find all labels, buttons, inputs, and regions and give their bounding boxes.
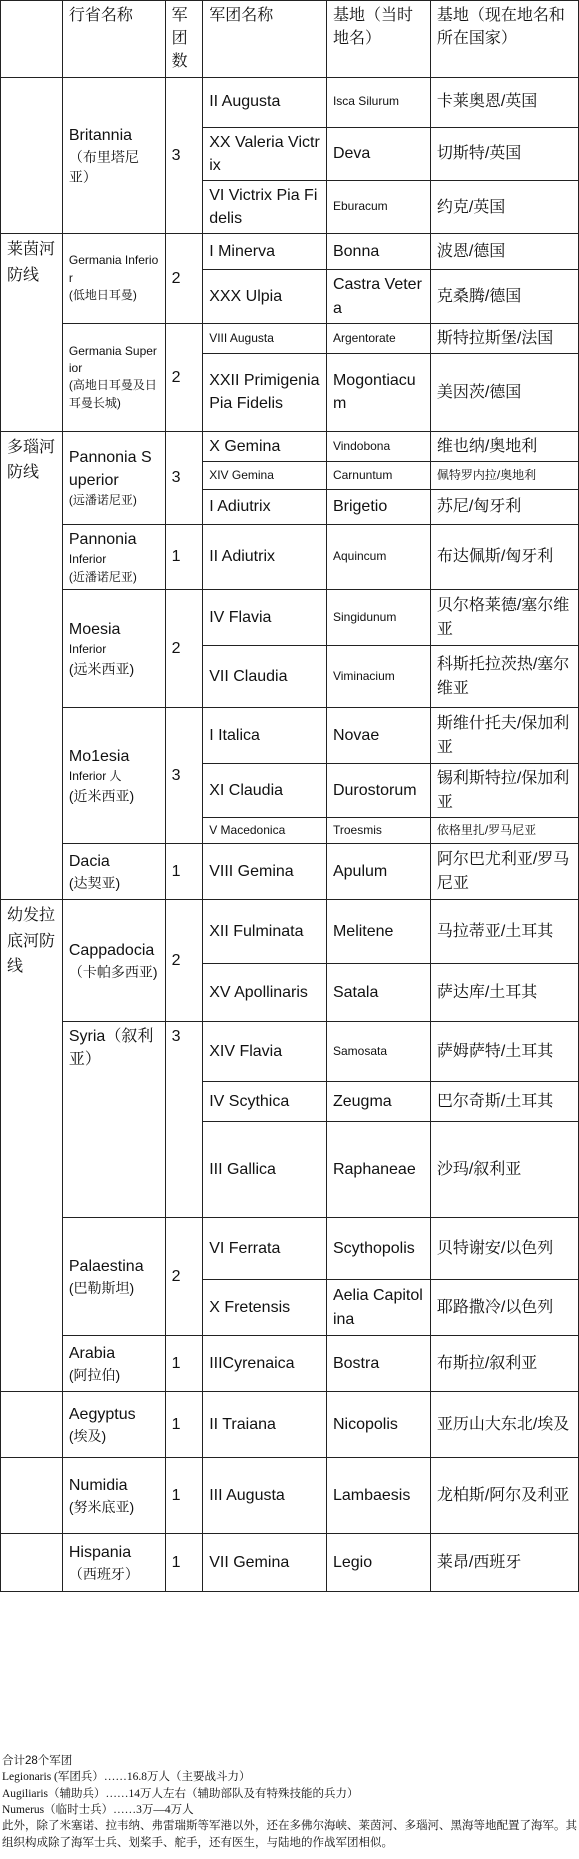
table-row xyxy=(1,1022,579,1082)
table-row xyxy=(1,431,579,461)
legion-modern: 萨姆萨特/土耳其 xyxy=(430,1022,578,1082)
table-row xyxy=(1,234,579,270)
legion-base: Melitene xyxy=(326,900,430,964)
header-base: 基地（当时地名） xyxy=(326,1,430,78)
province-cell xyxy=(62,323,165,431)
legion-count: 2 xyxy=(165,1218,203,1336)
legion-modern: 斯维什托夫/保加利亚 xyxy=(430,708,578,764)
legion-name: XI Claudia xyxy=(203,764,327,818)
legion-count: 3 xyxy=(165,431,203,524)
legion-modern: 依格里扎/罗马尼亚 xyxy=(430,818,578,844)
province-cell xyxy=(62,590,165,708)
header-row xyxy=(1,1,579,78)
legion-name: XX Valeria Victrix xyxy=(203,127,327,180)
legion-base: Argentorate xyxy=(326,323,430,353)
legion-modern: 萨达库/土耳其 xyxy=(430,964,578,1022)
legion-name: XII Fulminata xyxy=(203,900,327,964)
table-row xyxy=(1,1458,579,1534)
legion-base: Deva xyxy=(326,127,430,180)
province-chinese: （卡帕多西亚) xyxy=(68,963,158,980)
legion-base: Mogontiacum xyxy=(326,353,430,431)
legion-base: Aquincum xyxy=(326,525,430,590)
legion-name: XIV Flavia xyxy=(203,1022,327,1082)
legion-count: 1 xyxy=(165,844,203,900)
legion-name: XXX Ulpia xyxy=(203,270,327,323)
legion-name: I Adiutrix xyxy=(203,490,327,525)
legion-modern: 美因茨/德国 xyxy=(430,353,578,431)
legion-base: Nicopolis xyxy=(326,1392,430,1458)
province-cell xyxy=(62,431,165,524)
legion-modern: 锡利斯特拉/保加利亚 xyxy=(430,764,578,818)
legion-modern: 巴尔奇斯/土耳其 xyxy=(430,1082,578,1122)
legion-name: IV Scythica xyxy=(203,1082,327,1122)
legion-count: 2 xyxy=(165,590,203,708)
province-chinese: (高地日耳曼及日耳曼长城) xyxy=(68,378,157,410)
legion-name: I Minerva xyxy=(203,234,327,270)
legion-modern: 耶路撒冷/以色列 xyxy=(430,1280,578,1336)
table-row xyxy=(1,1392,579,1458)
legion-base: Bonna xyxy=(326,234,430,270)
table-row xyxy=(1,590,579,646)
legion-modern: 维也纳/奥地利 xyxy=(430,431,578,461)
header-province: 行省名称 xyxy=(62,1,165,78)
legion-count: 2 xyxy=(165,234,203,323)
province-latin-sub: Inferior 人 xyxy=(68,769,122,784)
province-cell xyxy=(62,708,165,844)
header-zone xyxy=(1,1,63,78)
table-row xyxy=(1,1534,579,1592)
province-chinese: (低地日耳曼) xyxy=(68,288,137,303)
legion-name: XIV Gemina xyxy=(203,462,327,490)
province-latin: Pannonia Superior xyxy=(68,449,152,490)
legion-modern: 阿尔巴尤利亚/罗马尼亚 xyxy=(430,844,578,900)
province-cell xyxy=(62,77,165,234)
legion-name: VIII Augusta xyxy=(203,323,327,353)
province-cell xyxy=(62,1022,165,1218)
footer-numerus: Numerus（临时士兵）……3万—4万人 xyxy=(2,1803,194,1816)
footer-notes xyxy=(0,1753,579,1851)
province-cell xyxy=(62,900,165,1022)
zone-cell-empty xyxy=(1,1392,63,1458)
legion-name: III Augusta xyxy=(203,1458,327,1534)
province-latin: Germania Superior xyxy=(68,343,157,375)
legion-base: Carnuntum xyxy=(326,462,430,490)
zone-cell xyxy=(1,900,63,1392)
province-chinese: （西班牙） xyxy=(68,1565,139,1582)
table-row xyxy=(1,844,579,900)
province-cell xyxy=(62,1218,165,1336)
province-latin: Hispania xyxy=(68,1543,132,1561)
table-row xyxy=(1,900,579,964)
legion-base: Isca Silurum xyxy=(326,77,430,127)
legion-modern: 龙柏斯/阿尔及利亚 xyxy=(430,1458,578,1534)
legion-name: II Adiutrix xyxy=(203,525,327,590)
footer-total: 合计28个军团 xyxy=(2,1755,73,1767)
legion-name: VIII Gemina xyxy=(203,844,327,900)
province-latin: Dacia xyxy=(68,852,110,870)
legion-name: VI Ferrata xyxy=(203,1218,327,1280)
province-latin: Cappadocia xyxy=(68,941,155,959)
legion-modern: 波恩/德国 xyxy=(430,234,578,270)
province-latin-sub: Inferior xyxy=(68,642,107,657)
zone-cell xyxy=(1,431,63,899)
zone-cell-empty xyxy=(1,77,63,234)
legion-base: Raphaneae xyxy=(326,1122,430,1218)
legion-name: III Gallica xyxy=(203,1122,327,1218)
province-latin: Germania Inferior xyxy=(68,253,159,285)
province-cell xyxy=(62,1534,165,1592)
province-cell xyxy=(62,525,165,590)
province-chinese: (近米西亚) xyxy=(68,787,135,804)
zone-cell xyxy=(1,234,63,432)
province-latin: Palaestina xyxy=(68,1257,144,1275)
legion-count: 1 xyxy=(165,525,203,590)
legion-modern: 约克/英国 xyxy=(430,180,578,233)
province-latin: Numidia xyxy=(68,1476,128,1494)
legion-modern: 佩特罗内拉/奥地利 xyxy=(430,462,578,490)
province-latin: Pannonia xyxy=(68,531,137,549)
legion-modern: 莱昂/西班牙 xyxy=(430,1534,578,1592)
legion-name: VI Victrix Pia Fidelis xyxy=(203,180,327,233)
legion-modern: 布斯拉/叙利亚 xyxy=(430,1336,578,1392)
legion-base: Bostra xyxy=(326,1336,430,1392)
legion-modern: 贝特谢安/以色列 xyxy=(430,1218,578,1280)
legion-modern: 沙玛/叙利亚 xyxy=(430,1122,578,1218)
legion-modern: 科斯托拉茨热/塞尔维亚 xyxy=(430,646,578,708)
province-chinese: (达契亚) xyxy=(68,874,121,891)
table-row xyxy=(1,1218,579,1280)
province-latin: Moesia xyxy=(68,621,121,639)
province-chinese: (近潘诺尼亚) xyxy=(68,569,137,584)
legion-modern: 切斯特/英国 xyxy=(430,127,578,180)
legion-modern: 斯特拉斯堡/法国 xyxy=(430,323,578,353)
legion-base: Vindobona xyxy=(326,431,430,461)
province-latin: Britannia xyxy=(68,126,133,144)
province-cell xyxy=(62,1458,165,1534)
legion-modern: 贝尔格莱德/塞尔维亚 xyxy=(430,590,578,646)
legion-count: 1 xyxy=(165,1336,203,1392)
legion-base: Castra Vetera xyxy=(326,270,430,323)
legion-base: Legio xyxy=(326,1534,430,1592)
province-chinese: (远潘诺尼亚) xyxy=(68,493,137,508)
province-latin: Syria（叙利亚） xyxy=(68,1028,154,1069)
legion-name: II Augusta xyxy=(203,77,327,127)
legion-base: Zeugma xyxy=(326,1082,430,1122)
legion-base: Scythopolis xyxy=(326,1218,430,1280)
legion-base: Aelia Capitolina xyxy=(326,1280,430,1336)
header-legion: 军团名称 xyxy=(203,1,327,78)
legion-base: Brigetio xyxy=(326,490,430,525)
footer-augiliaris: Augiliaris（辅助兵）……14万人左右（辅助部队及有特殊技能的兵力） xyxy=(2,1787,359,1800)
legion-name: V Macedonica xyxy=(203,818,327,844)
province-chinese: （布里塔尼亚） xyxy=(68,148,139,186)
legion-count: 1 xyxy=(165,1392,203,1458)
legion-count: 3 xyxy=(165,708,203,844)
legion-name: XV Apollinaris xyxy=(203,964,327,1022)
header-count: 军团数 xyxy=(165,1,203,78)
table-row xyxy=(1,525,579,590)
zone-label-rhine: 莱茵河防线 xyxy=(7,241,56,284)
legion-name: VII Gemina xyxy=(203,1534,327,1592)
province-cell xyxy=(62,844,165,900)
province-latin: Arabia xyxy=(68,1344,116,1362)
legion-modern: 布达佩斯/匈牙利 xyxy=(430,525,578,590)
table-row xyxy=(1,323,579,353)
table-row xyxy=(1,1336,579,1392)
legion-count: 2 xyxy=(165,900,203,1022)
legion-name: X Gemina xyxy=(203,431,327,461)
legion-name: XXII Primigenia Pia Fidelis xyxy=(203,353,327,431)
legion-modern: 马拉蒂亚/土耳其 xyxy=(430,900,578,964)
province-cell xyxy=(62,1392,165,1458)
legion-base: Troesmis xyxy=(326,818,430,844)
legion-count: 3 xyxy=(165,77,203,234)
legion-base: Apulum xyxy=(326,844,430,900)
province-latin: Mo1esia xyxy=(68,748,130,766)
province-cell xyxy=(62,1336,165,1392)
legion-modern: 苏尼/匈牙利 xyxy=(430,490,578,525)
province-chinese: (阿拉伯) xyxy=(68,1366,121,1383)
legion-modern: 克桑腾/德国 xyxy=(430,270,578,323)
header-modern: 基地（现在地名和所在国家） xyxy=(430,1,578,78)
zone-label-euphrates: 幼发拉底河防线 xyxy=(7,907,56,976)
legion-base: Samosata xyxy=(326,1022,430,1082)
province-cell xyxy=(62,234,165,323)
legion-name: IIICyrenaica xyxy=(203,1336,327,1392)
legion-name: X Fretensis xyxy=(203,1280,327,1336)
zone-cell-empty xyxy=(1,1458,63,1534)
legion-count: 2 xyxy=(165,323,203,431)
table-row xyxy=(1,708,579,764)
legion-base: Durostorum xyxy=(326,764,430,818)
province-chinese: (努米底亚) xyxy=(68,1498,135,1515)
footer-legionaris: Legionaris (军团兵）……16.8万人（主要战斗力） xyxy=(2,1771,251,1784)
legion-modern: 亚历山大东北/埃及 xyxy=(430,1392,578,1458)
legion-name: VII Claudia xyxy=(203,646,327,708)
zone-cell-empty xyxy=(1,1534,63,1592)
legion-count: 1 xyxy=(165,1534,203,1592)
legion-name: I Italica xyxy=(203,708,327,764)
footer-navy-note: 此外，除了米塞诺、拉韦纳、弗雷瑞斯等军港以外，还在多佛尔海峡、莱茵河、多瑙河、黑海等地配置了海军。其组织构成除了海军士兵、划桨手、舵手，还有医生，与陆地的作战军团相似。 xyxy=(2,1820,577,1849)
province-chinese: (远米西亚) xyxy=(68,660,135,677)
legion-name: IV Flavia xyxy=(203,590,327,646)
province-chinese: (埃及) xyxy=(68,1427,107,1444)
legion-count: 3 xyxy=(165,1022,203,1218)
legion-modern: 卡莱奥恩/英国 xyxy=(430,77,578,127)
table-row xyxy=(1,77,579,127)
legion-name: II Traiana xyxy=(203,1392,327,1458)
legion-base: Lambaesis xyxy=(326,1458,430,1534)
legion-base: Singidunum xyxy=(326,590,430,646)
province-latin-sub: Inferior xyxy=(68,552,107,567)
legion-base: Eburacum xyxy=(326,180,430,233)
legion-base: Satala xyxy=(326,964,430,1022)
province-chinese: (巴勒斯坦) xyxy=(68,1279,135,1296)
legion-base: Viminacium xyxy=(326,646,430,708)
province-latin: Aegyptus xyxy=(68,1405,136,1423)
legion-base: Novae xyxy=(326,708,430,764)
legion-count: 1 xyxy=(165,1458,203,1534)
zone-label-danube: 多瑙河防线 xyxy=(7,438,56,482)
